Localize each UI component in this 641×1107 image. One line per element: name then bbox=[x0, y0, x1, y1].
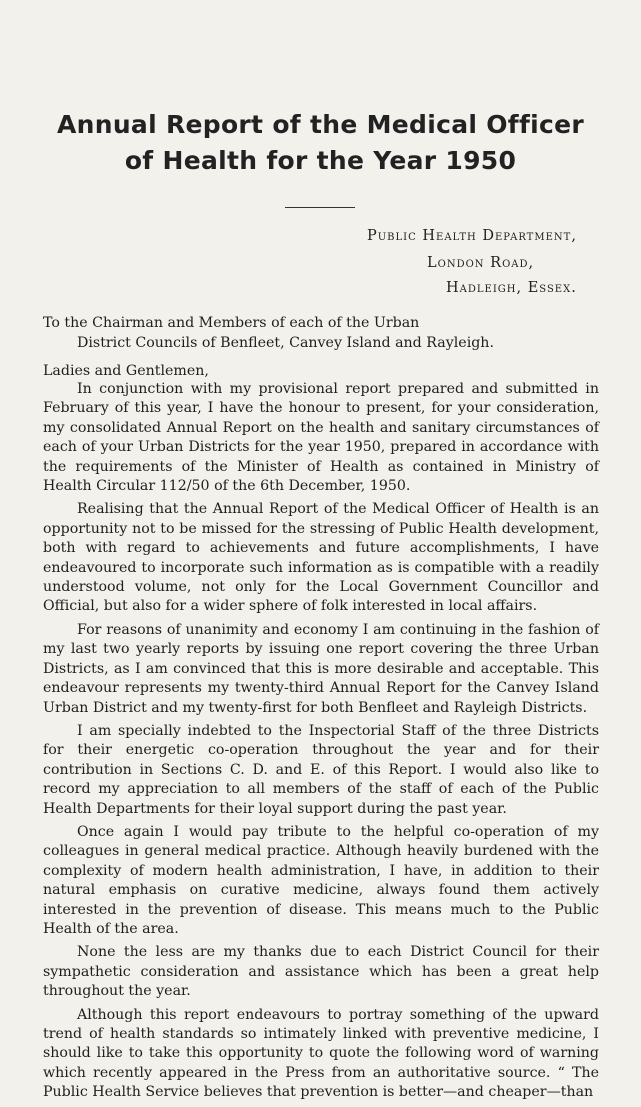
paragraph-3: For reasons of unanimity and economy I am continuing in the fashion of my last two yearly reports by issuing one report covering the three Urban Districts, as I am convinced that this is more desirable and acceptable. This endeavour represents my twenty-third Annual Report for the Canvey Island Urban District and my twenty-first for both Benfleet and Rayleigh Districts. bbox=[43, 621, 599, 716]
report-title-line-2: of Health for the Year 1950 bbox=[124, 146, 517, 175]
paragraph-4: I am specially indebted to the Inspectorial Staff of the three Districts for their energetic co-operation throughout the year and for their contribution in Sections C. D. and E. of this Report. I would also like to record my appreciation to all members of the staff of each of the Public Health Departments for their loyal support during the past year. bbox=[43, 722, 599, 817]
report-body bbox=[43, 380, 599, 1107]
paragraph-7: Although this report endeavours to portray something of the upward trend of health standards so intimately linked with preventive medicine, I should like to take this opportunity to quote the following word of warning which recently appeared in the Press from an authoritative source. “ The Public Health Service believes that prevention is better—and cheaper—than bbox=[43, 1006, 599, 1101]
report-title-line-1: Annual Report of the Medical Officer bbox=[56, 110, 585, 139]
paragraph-6: None the less are my thanks due to each District Council for their sympathetic consideration and assistance which has been a great help throughout the year. bbox=[43, 944, 599, 1000]
salutation: Ladies and Gentlemen, bbox=[43, 363, 209, 379]
paragraph-5: Once again I would pay tribute to the helpful co-operation of my colleagues in general medical practice. Although heavily burdened with the complexity of modern health administration, I have, in addition to their natural emphasis on curative medicine, always found them actively interested in the prevention of disease. This means much to the Public Health of the area. bbox=[43, 823, 599, 937]
address-line-1: Public Health Department, bbox=[367, 228, 577, 244]
title-divider bbox=[285, 207, 355, 208]
paragraph-2: Realising that the Annual Report of the Medical Officer of Health is an opportunity not to be missed for the stressing of Public Health development, both with regard to achievements and future accomplishments, I have endeavoured to incorporate such information as is compatible with a readily understood volume, not only for the Local Government Councillor and Official, but also for a wider sphere of folk interested in local affairs. bbox=[43, 501, 599, 615]
address-line-2: London Road, bbox=[427, 255, 535, 271]
addressee-line-2: District Councils of Benfleet, Canvey Island and Rayleigh. bbox=[77, 335, 494, 351]
addressee-line-1: To the Chairman and Members of each of the Urban bbox=[43, 315, 420, 331]
paragraph-1: In conjunction with my provisional report prepared and submitted in February of this year, I have the honour to present, for your consideration, my consolidated Annual Report on the health and sanitary circumstances of each of your Urban Districts for the year 1950, prepared in accordance with the requirements of the Minister of Health as contained in Ministry of Health Circular 112/50 of the 6th December, 1950. bbox=[43, 381, 599, 495]
address-line-3: Hadleigh, Essex. bbox=[446, 280, 577, 296]
addressee bbox=[43, 313, 599, 353]
